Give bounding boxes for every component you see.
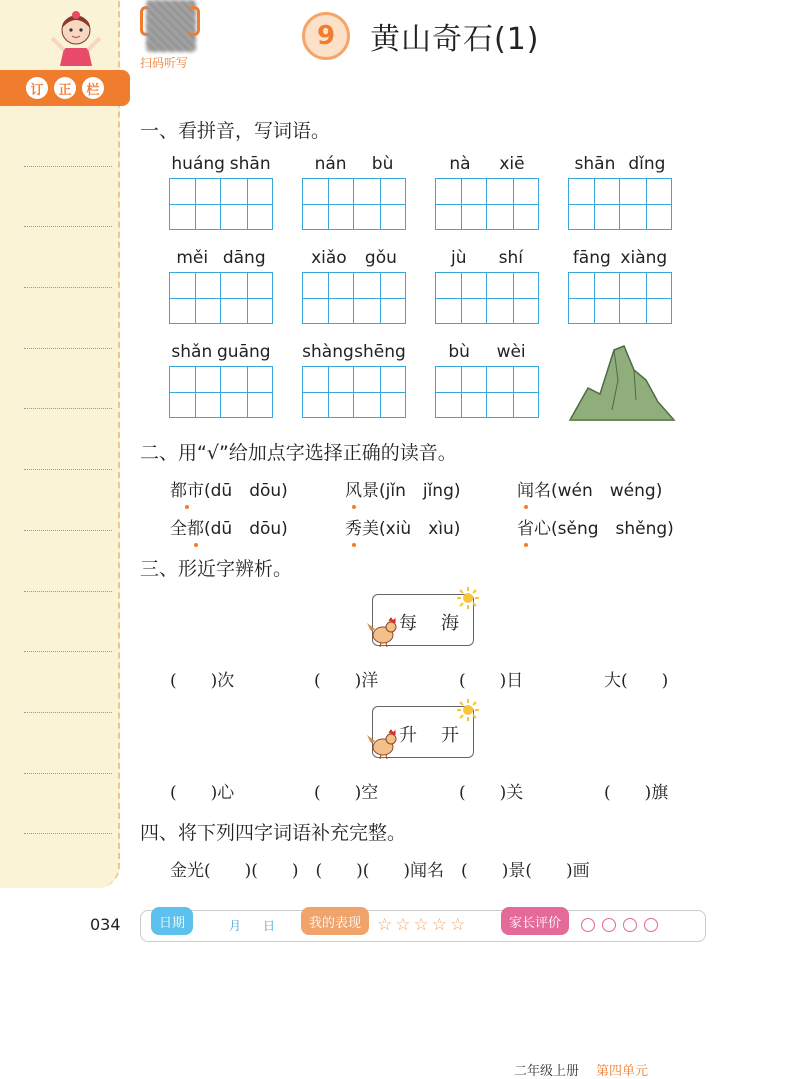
pinyin-syllable: bù (371, 154, 394, 174)
pinyin-word (302, 248, 406, 324)
smile-face-icon[interactable] (602, 918, 616, 932)
sun-icon (457, 699, 479, 721)
day-label[interactable]: 日 (263, 919, 276, 933)
writing-grid[interactable] (302, 272, 406, 324)
correction-line (24, 651, 112, 652)
month-label[interactable]: 月 (229, 919, 242, 933)
performance-tag: 我的表现 (301, 907, 369, 935)
pinyin-word (435, 248, 539, 324)
fill-blank[interactable]: ( )心 (170, 783, 235, 803)
section-heading: 四、将下列四字词语补充完整。 (140, 822, 407, 844)
mountain-illustration (566, 340, 678, 422)
writing-grid[interactable] (169, 178, 273, 230)
pinyin-syllable: shàng (302, 342, 354, 362)
writing-grid[interactable] (435, 272, 539, 324)
qr-dictation[interactable] (140, 0, 212, 70)
correction-line (24, 712, 112, 713)
pron-item[interactable]: 秀美(xiù xìu) (345, 519, 461, 539)
writing-grid[interactable] (435, 366, 539, 418)
fill-blank[interactable]: ( )日 (459, 671, 524, 691)
correction-line (24, 530, 112, 531)
pinyin-syllable: bù (448, 342, 470, 362)
fill-blank[interactable]: ( )旗 (604, 783, 669, 803)
correction-line (24, 591, 112, 592)
pron-item[interactable]: 全都(dū dōu) (170, 519, 288, 539)
unit-label: 第四单元 (596, 1064, 649, 1079)
section-heading: 二、用“√”给加点字选择正确的读音。 (140, 442, 457, 464)
fill-blank[interactable]: ( )次 (170, 671, 235, 691)
writing-grid[interactable] (169, 366, 273, 418)
writing-grid[interactable] (302, 366, 406, 418)
pinyin-syllable: gǒu (364, 248, 397, 268)
compare-chars: 升开 (399, 725, 483, 746)
correction-line (24, 287, 112, 288)
face-rating[interactable] (581, 918, 658, 932)
correction-tab (0, 70, 130, 106)
correction-line (24, 166, 112, 167)
pinyin-syllable: fāng (572, 248, 611, 268)
writing-grid[interactable] (435, 178, 539, 230)
section-heading: 三、形近字辨析。 (140, 558, 293, 580)
pinyin-syllable: guāng (217, 342, 271, 362)
correction-line (24, 348, 112, 349)
pinyin-syllable: shān (229, 154, 271, 174)
date-tag: 日期 (151, 907, 193, 935)
pron-item[interactable]: 风景(jǐn jǐng) (345, 481, 461, 501)
page-title: 黄山奇石(1) (370, 22, 540, 57)
qr-label: 扫码听写 (140, 56, 189, 70)
grade-label: 二年级上册 (514, 1064, 580, 1079)
pron-item[interactable]: 省心(sěng shěng) (517, 519, 674, 539)
pinyin-syllable: xiàng (620, 248, 668, 268)
writing-grid[interactable] (302, 178, 406, 230)
pinyin-word (302, 154, 406, 230)
pinyin-syllable: shān (574, 154, 616, 174)
rooster-icon (367, 729, 399, 759)
rating-stars[interactable]: ☆☆☆☆☆ (377, 915, 469, 935)
pinyin-syllable: huáng (171, 154, 225, 174)
char-compare-box (372, 594, 483, 646)
correction-line (24, 226, 112, 227)
pinyin-syllable: xiē (499, 154, 525, 174)
pinyin-word (169, 154, 273, 230)
pinyin-word (435, 154, 539, 230)
smile-face-icon[interactable] (581, 918, 595, 932)
pinyin-word (568, 154, 672, 230)
section-heading: 一、看拼音，写词语。 (140, 120, 331, 142)
tab-char: 正 (54, 77, 76, 99)
sad-face-icon[interactable] (644, 918, 658, 932)
evaluation-bar (140, 910, 706, 942)
correction-line (24, 469, 112, 470)
parent-eval-tag: 家长评价 (501, 907, 569, 935)
pinyin-syllable: shí (498, 248, 523, 268)
pinyin-syllable: shǎn (171, 342, 213, 362)
pron-item[interactable]: 闻名(wén wéng) (517, 481, 663, 501)
idiom-blanks[interactable]: 金光( )( ) ( )( )闻名 ( )景( )画 (170, 861, 590, 881)
pinyin-syllable: nà (449, 154, 471, 174)
writing-grid[interactable] (568, 178, 672, 230)
pinyin-syllable: shēng (354, 342, 406, 362)
rooster-icon (367, 617, 399, 647)
pinyin-syllable: xiǎo (311, 248, 347, 268)
girl-illustration (48, 8, 104, 70)
page-number: 034 (90, 915, 121, 934)
fill-blank[interactable]: ( )空 (314, 783, 379, 803)
pinyin-syllable: nán (314, 154, 347, 174)
pinyin-word (435, 342, 539, 418)
pinyin-word (169, 248, 273, 324)
pinyin-word (302, 342, 406, 418)
fill-blank[interactable]: ( )关 (459, 783, 524, 803)
fill-blank[interactable]: 大( ) (604, 671, 669, 691)
pinyin-syllable: dǐng (628, 154, 666, 174)
pinyin-word (169, 342, 273, 418)
correction-line (24, 408, 112, 409)
tab-char: 订 (26, 77, 48, 99)
pinyin-syllable: dāng (222, 248, 266, 268)
writing-grid[interactable] (169, 272, 273, 324)
compare-chars: 每海 (399, 613, 483, 634)
sun-icon (457, 587, 479, 609)
pinyin-syllable: měi (176, 248, 209, 268)
pinyin-syllable: jù (451, 248, 467, 268)
neutral-face-icon[interactable] (623, 918, 637, 932)
correction-line (24, 833, 112, 834)
pron-item[interactable]: 都市(dū dōu) (170, 481, 288, 501)
fill-blank[interactable]: ( )洋 (314, 671, 379, 691)
pinyin-word (568, 248, 672, 324)
correction-sidebar (0, 0, 120, 888)
tab-char: 栏 (82, 77, 104, 99)
char-compare-box (372, 706, 483, 758)
writing-grid[interactable] (568, 272, 672, 324)
correction-line (24, 773, 112, 774)
lesson-number: 9 (302, 12, 350, 60)
headphone-icon (188, 6, 200, 36)
pinyin-syllable: wèi (496, 342, 526, 362)
